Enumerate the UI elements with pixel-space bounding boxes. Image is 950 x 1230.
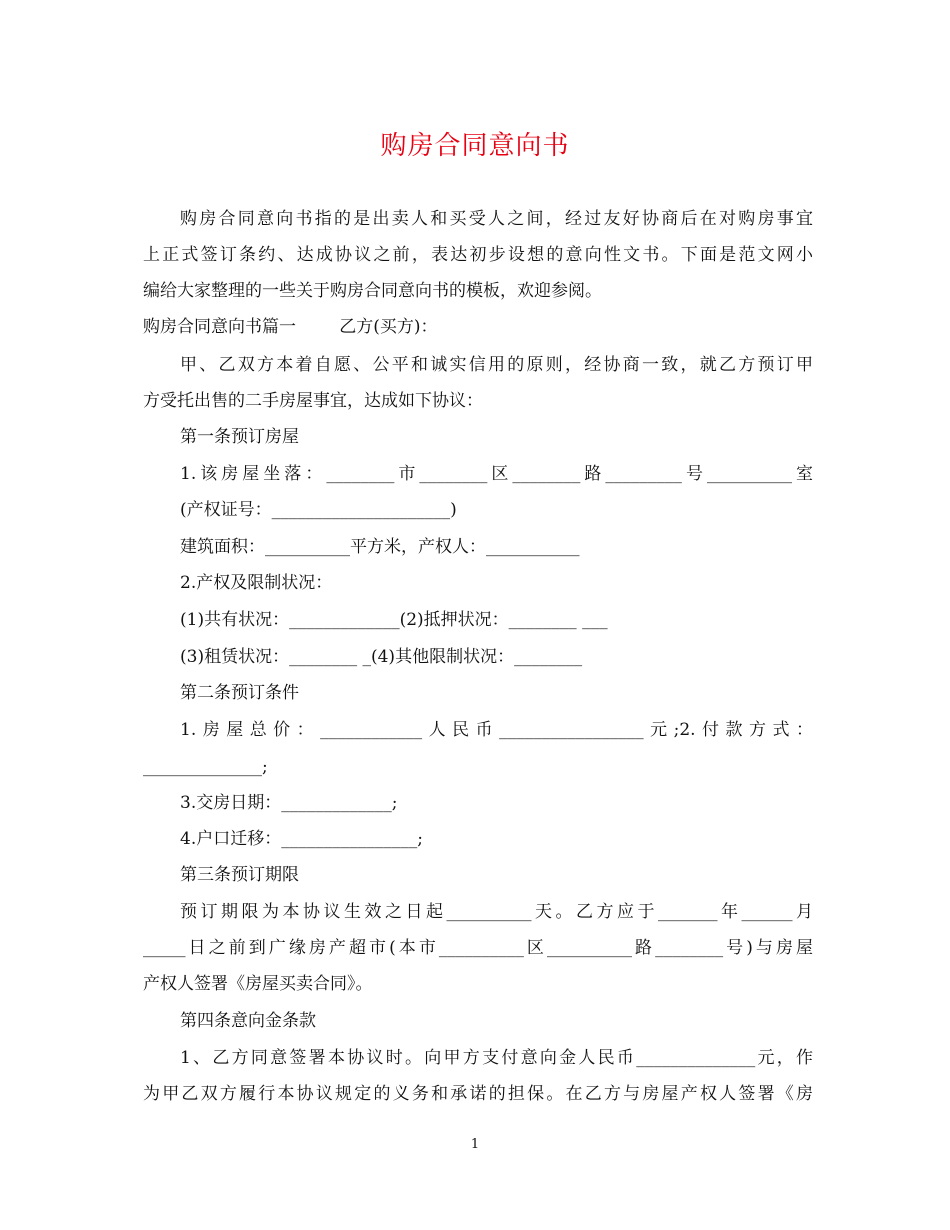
property-location-line: 1.该房屋坐落：________市________区________路_________号__________室 — [180, 464, 813, 484]
reservation-period-line-2: _____日之前到广缘房产超市(本市__________区__________路________号)与房屋 — [143, 938, 813, 958]
payment-method-blank-line: ______________; — [143, 757, 268, 777]
page-number: 1 — [470, 1137, 480, 1152]
floor-area-line: 建筑面积：__________平方米，产权人：___________ — [180, 537, 580, 557]
intro-line-2: 上正式签订条约、达成协议之前，表达初步设想的意向性文书。下面是范文网小 — [143, 245, 813, 265]
agreement-line-1: 甲、乙双方本着自愿、公平和诚实信用的原则，经协商一致，就乙方预订甲 — [180, 355, 813, 375]
deposit-clause-line-1: 1、乙方同意签署本协议时。向甲方支付意向金人民币______________元，作 — [180, 1048, 813, 1068]
article-2-heading: 第二条预订条件 — [180, 683, 299, 703]
article-3-heading: 第三条预订期限 — [180, 865, 299, 885]
intro-line-1: 购房合同意向书指的是出卖人和买受人之间，经过友好协商后在对购房事宜 — [180, 209, 813, 229]
reservation-period-line-1: 预订期限为本协议生效之日起__________天。乙方应于_______年______月 — [180, 902, 813, 922]
household-transfer-line: 4.户口迁移：________________; — [180, 829, 423, 849]
article-1-heading: 第一条预订房屋 — [180, 427, 299, 447]
deposit-clause-line-2: 为甲乙双方履行本协议规定的义务和承诺的担保。在乙方与房屋产权人签署《房 — [143, 1084, 813, 1104]
lease-restriction-line: (3)租赁状况：________ _(4)其他限制状况：________ — [180, 647, 583, 667]
document-title: 购房合同意向书 — [380, 131, 570, 161]
agreement-line-2: 方受托出售的二手房屋事宜，达成如下协议： — [143, 391, 483, 411]
ownership-status-heading: 2.产权及限制状况： — [180, 573, 333, 593]
intro-line-3: 编给大家整理的一些关于购房合同意向书的模板，欢迎参阅。 — [143, 281, 602, 301]
section-heading-part-one: 购房合同意向书篇一 乙方(买方)： — [143, 317, 438, 337]
handover-date-line: 3.交房日期：_____________; — [180, 793, 398, 813]
article-4-heading: 第四条意向金条款 — [180, 1011, 316, 1031]
total-price-line: 1.房屋总价：____________人民币_________________元;2.付款方式： — [180, 720, 813, 740]
reservation-period-line-3: 产权人签署《房屋买卖合同》。 — [143, 974, 373, 994]
certificate-number-line: (产权证号：_____________________) — [180, 500, 457, 520]
co-ownership-mortgage-line: (1)共有状况：_____________(2)抵押状况：________ ___ — [180, 610, 608, 630]
